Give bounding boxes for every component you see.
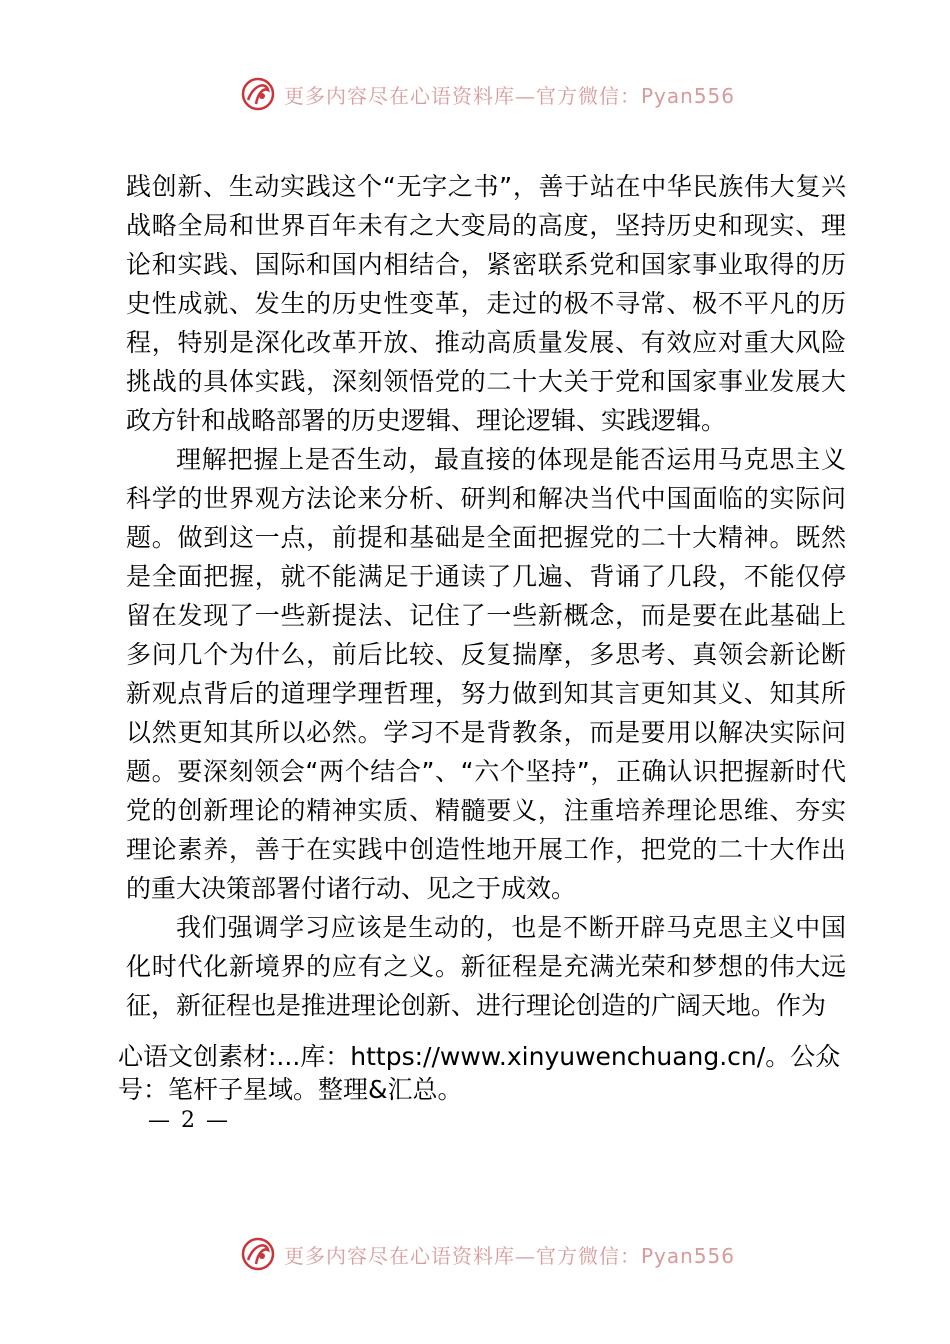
banner-text-cn: 更多内容尽在心语资料库—官方微信： — [284, 83, 641, 108]
banner-text — [284, 1240, 735, 1269]
banner-text-wechat-id: Pyan556 — [641, 83, 736, 108]
brand-logo-icon — [240, 1236, 276, 1272]
brand-logo-icon — [240, 76, 276, 112]
source-note: 心语文创素材:...库：https://www.xinyuwenchuang.cn/。公众号：笔杆子星域。整理&汇总。 — [118, 1042, 841, 1104]
page-number: — 2 — — [148, 1108, 230, 1133]
header-banner — [240, 74, 740, 114]
banner-text-cn: 更多内容尽在心语资料库—官方微信： — [284, 1243, 641, 1268]
document-body — [126, 167, 846, 1025]
paragraph-1: 践创新、生动实践这个“无字之书”，善于站在中华民族伟大复兴战略全局和世界百年未有之大变局的高度，坚持历史和现实、理论和实践、国际和国内相结合，紧密联系党和国家事业取得的历史性成就、发生的历史性变革，走过的极不寻常、极不平凡的历程，特别是深化改革开放、推动高质量发展、有效应对重大风险挑战的具体实践，深刻领悟党的二十大关于党和国家事业发展大政方针和战略部署的历史逻辑、理论逻辑、实践逻辑。 — [126, 172, 846, 435]
banner-text-wechat-id: Pyan556 — [641, 1243, 736, 1268]
paragraph-2: 理解把握上是否生动，最直接的体现是能否运用马克思主义科学的世界观方法论来分析、研判和解决当代中国面临的实际问题。做到这一点，前提和基础是全面把握党的二十大精神。既然是全面把握，就不能满足于通读了几遍、背诵了几段，不能仅停留在发现了一些新提法、记住了一些新概念，而是要在此基础上多问几个为什么，前后比较、反复揣摩，多思考、真领会新论断新观点背后的道理学理哲理，努力做到知其言更知其义、知其所以然更知其所以必然。学习不是背教条，而是要用以解决实际问题。要深刻领会“两个结合”、“六个坚持”，正确认识把握新时代党的创新理论的精神实质、精髓要义，注重培养理论思维、夯实理论素养，善于在实践中创造性地开展工作，把党的二十大作出的重大决策部署付诸行动、见之于成效。 — [126, 445, 846, 903]
paragraph-3: 我们强调学习应该是生动的，也是不断开辟马克思主义中国化时代化新境界的应有之义。新征程是充满光荣和梦想的伟大远征，新征程也是推进理论创新、进行理论创造的广阔天地。作为 — [126, 913, 846, 1020]
footer-banner — [240, 1234, 740, 1274]
banner-text — [284, 80, 735, 109]
